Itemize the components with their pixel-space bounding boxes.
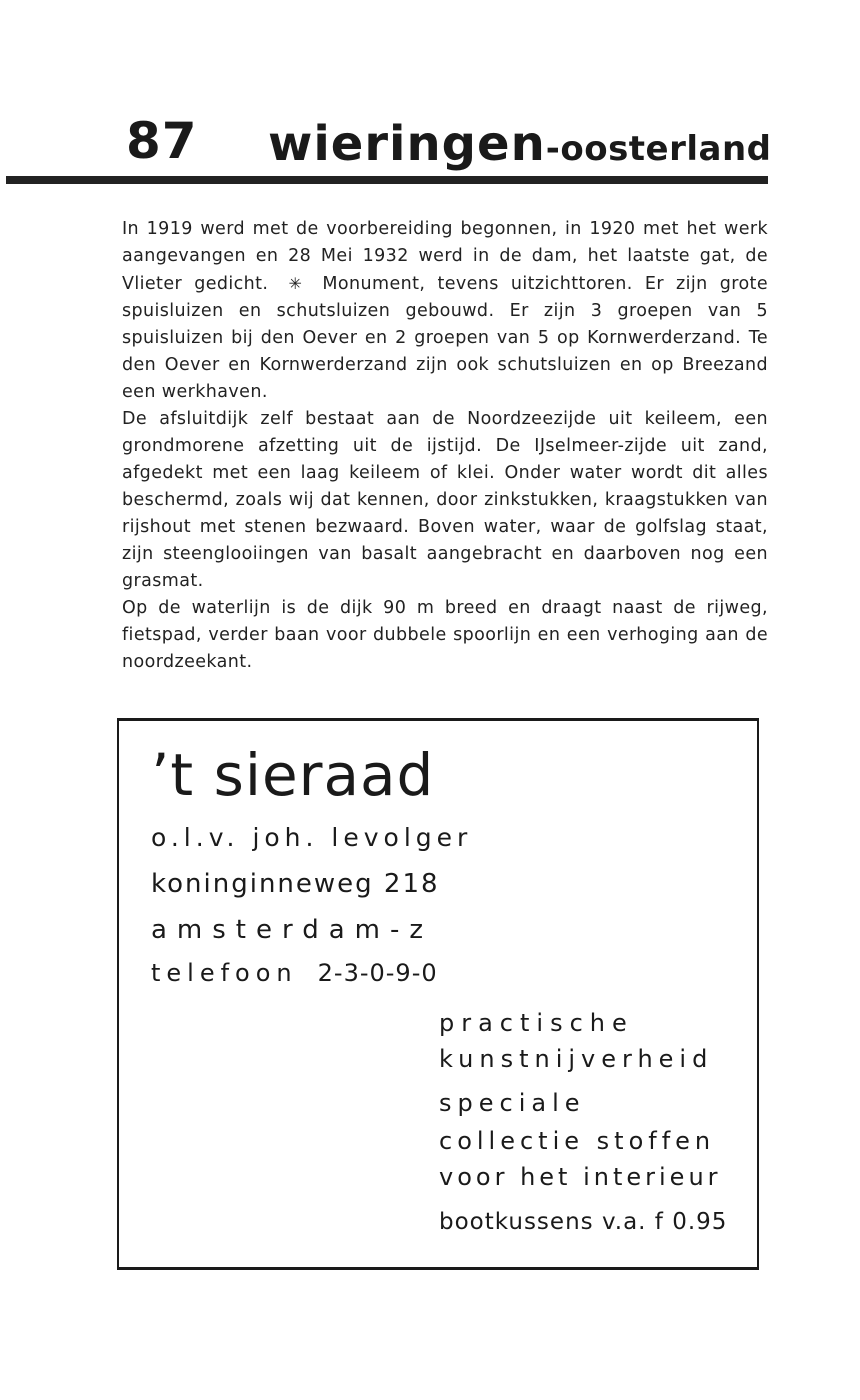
paragraph-2: De afsluitdijk zelf bestaat aan de Noordzeezijde uit keileem, een grondmorene afzetting uit de ijstijd. De IJselmeer-zijde uit zand, afgedekt met een laag keileem of klei. Onder water wordt dit alles beschermd, zoals wij dat kennen, door zinkstukken, kraagstukken van rijshout met stenen bezwaard. Boven water, waar de golfslag staat, zijn steenglooiingen van basalt aangebracht en daarboven nog een grasmat. — [122, 409, 768, 591]
star-icon: ✳ — [288, 274, 303, 293]
ad-phone-label: telefoon — [151, 959, 298, 987]
ad-proprietor: o.l.v. joh. levolger — [151, 823, 473, 852]
paragraph-3: Op de waterlijn is de dijk 90 m breed en draagt naast de rijweg, fietspad, verder baan voor dubbele spoorlijn en een verhoging aan de noordzeekant. — [122, 598, 768, 672]
page-title — [268, 116, 772, 172]
ad-phone-number: 2-3-0-9-0 — [317, 959, 438, 987]
ad-business-name: ’t sieraad — [151, 741, 435, 809]
header-rule — [6, 176, 768, 184]
ad-tagline-5: voor het interieur — [439, 1163, 722, 1191]
body-text — [122, 216, 768, 676]
ad-city: amsterdam-z — [151, 915, 434, 945]
page-number: 87 — [126, 112, 198, 170]
ad-price-line: bootkussens v.a. f 0.95 — [439, 1209, 728, 1235]
paragraph-1-part-2: Monument, tevens uitzichttoren. Er zijn grote spuisluizen en schutsluizen gebouwd. Er zijn 3 groepen van 5 spuisluizen bij den Oever en 2 groepen van 5 op Kornwerderzand. Te den Oever en Kornwerderzand zijn ook schutsluizen en op Breezand een werkhaven. — [122, 274, 768, 402]
advertisement-box — [117, 718, 759, 1270]
ad-tagline-2: kunstnijverheid — [439, 1045, 714, 1073]
ad-tagline-3: speciale — [439, 1089, 586, 1117]
page-title-suffix: -oosterland — [545, 129, 772, 169]
ad-phone — [151, 959, 438, 987]
paragraph-1 — [122, 216, 768, 406]
ad-tagline-4: collectie stoffen — [439, 1127, 716, 1155]
ad-tagline-1: practische — [439, 1009, 634, 1037]
paragraph-1-part-1: In 1919 werd met de voorbereiding begonnen, in 1920 met het werk aangevangen en 28 Mei 1932 werd in de dam, het laatste gat, de Vlieter gedicht. — [122, 219, 768, 294]
page-title-main: wieringen — [268, 116, 546, 172]
ad-street-address: koninginneweg 218 — [151, 869, 440, 899]
